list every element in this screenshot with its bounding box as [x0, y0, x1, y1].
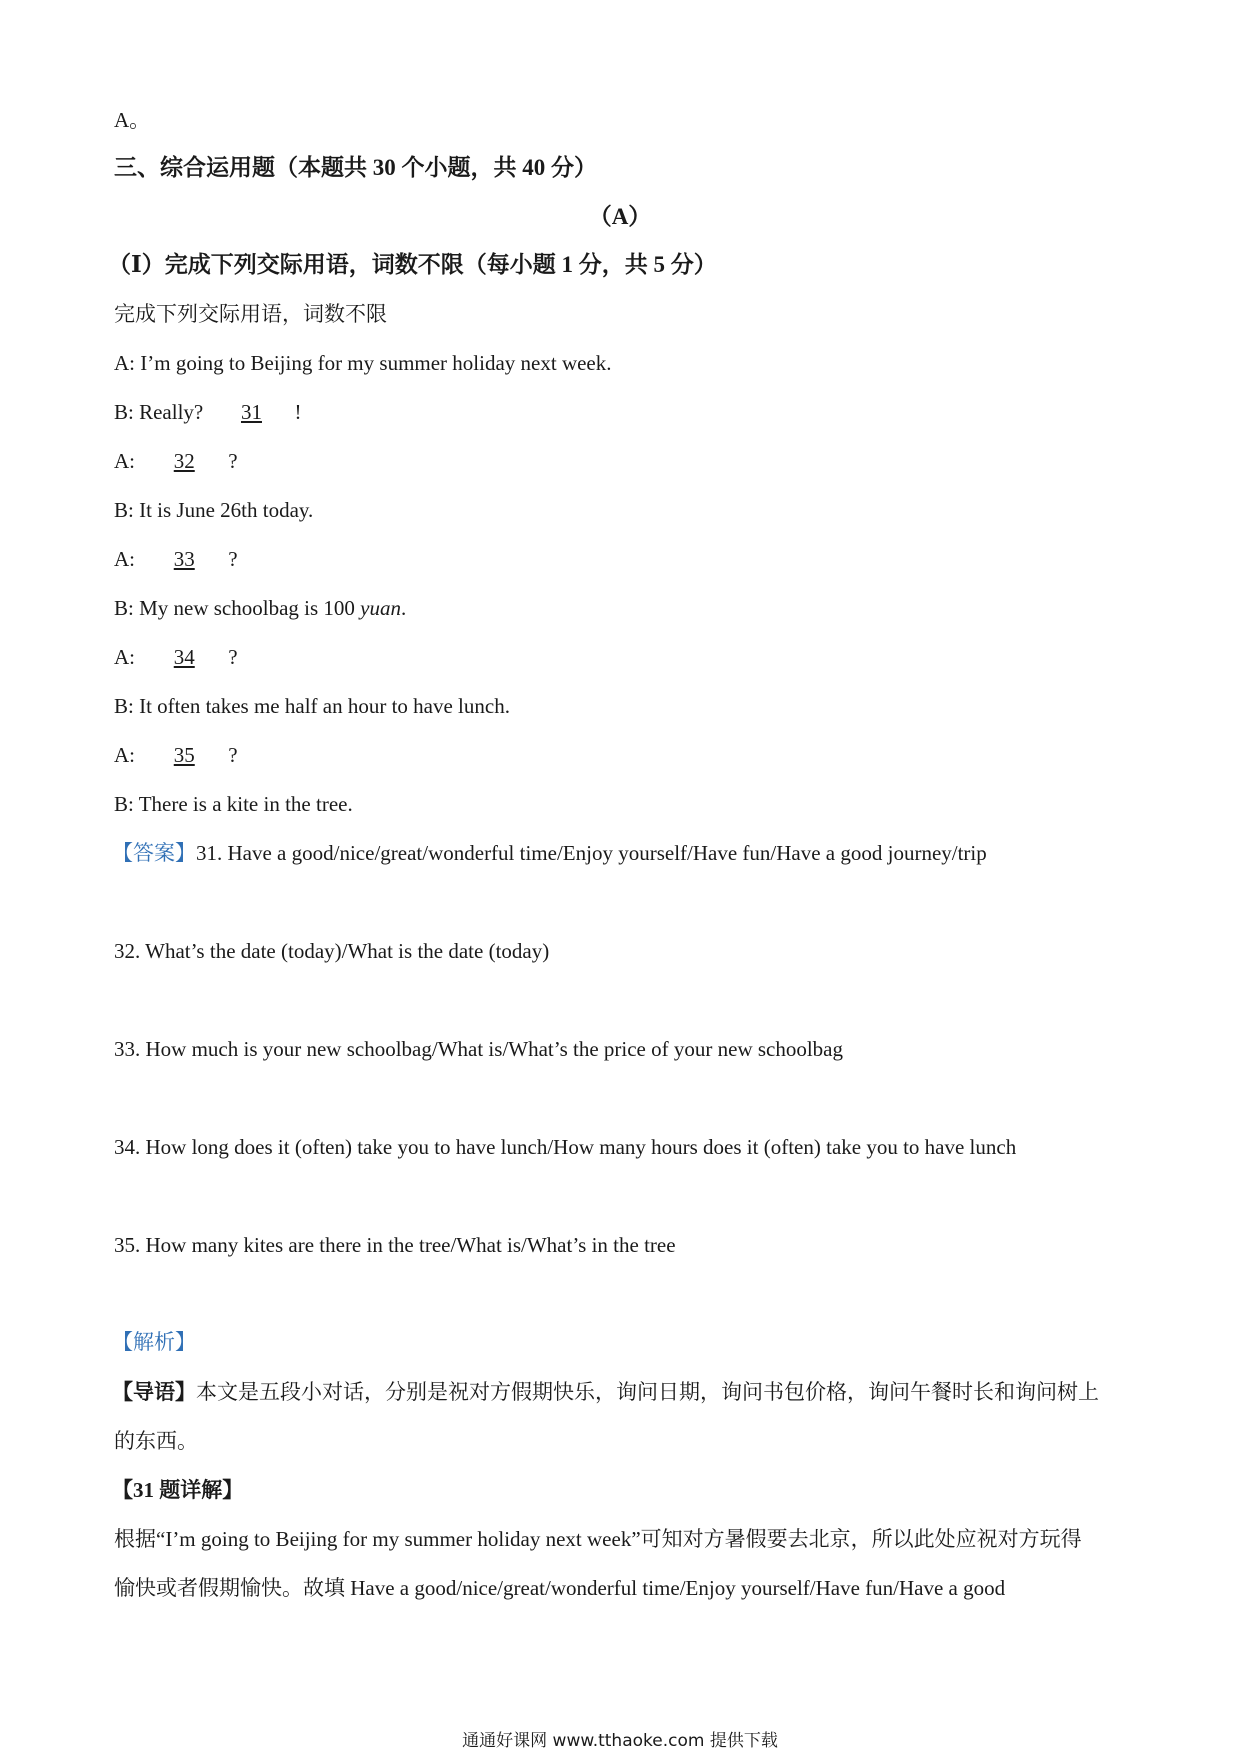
answer-line-32: 32. What’s the date (today)/What is the date (today) — [114, 939, 550, 963]
speaker: A: — [114, 743, 135, 767]
guide-text: 本文是五段小对话，分别是祝对方假期快乐，询问日期，询问书包价格，询问午餐时长和询问树上 — [196, 1380, 1099, 1404]
speaker: B: — [114, 400, 134, 424]
dialogue-line-3 — [114, 449, 238, 474]
instruction: 完成下列交际用语，词数不限 — [114, 302, 387, 326]
dialogue-line-10 — [114, 792, 353, 817]
dialogue-text: My new schoolbag is 100 — [139, 596, 355, 620]
dialogue-line-1 — [114, 351, 612, 376]
answer-line-34: 34. How long does it (often) take you to have lunch/How many hours does it (often) take you to have lunch — [114, 1135, 1017, 1159]
speaker: B: — [114, 498, 134, 522]
punctuation: ? — [228, 743, 238, 767]
answer-line-31 — [112, 841, 987, 866]
top-line: A。 — [114, 108, 151, 132]
punctuation: ? — [228, 645, 238, 669]
speaker: B: — [114, 596, 134, 620]
footer-watermark: 通通好课网 www.tthaoke.com 提供下载 — [462, 1731, 778, 1751]
speaker: A: — [114, 645, 135, 669]
punctuation: ? — [228, 449, 238, 473]
detail-paragraph-line-2: 愉快或者假期愉快。故填 Have a good/nice/great/wonderful time/Enjoy yourself/Have fun/Have a good — [114, 1576, 1006, 1600]
sub-heading: （Ⅰ）完成下列交际用语，词数不限（每小题 1 分，共 5 分） — [108, 252, 717, 277]
analysis-label: 【解析】 — [112, 1330, 196, 1354]
dialogue-line-6 — [114, 596, 406, 621]
dialogue-text: I’m going to Beijing for my summer holiday next week. — [140, 351, 612, 375]
detail-paragraph-line-1: 根据“I’m going to Beijing for my summer holiday next week”可知对方暑假要去北京，所以此处应祝对方玩得 — [114, 1527, 1082, 1551]
guide-label: 【导语】 — [112, 1380, 196, 1404]
punctuation: ? — [228, 547, 238, 571]
speaker: A: — [114, 449, 135, 473]
answer-line-33: 33. How much is your new schoolbag/What is/What’s the price of your new schoolbag — [114, 1037, 844, 1061]
dialogue-line-9 — [114, 743, 238, 768]
punctuation: ! — [294, 400, 302, 424]
guide-paragraph-line-1 — [112, 1380, 1099, 1405]
answer-line-35: 35. How many kites are there in the tree/What is/What’s in the tree — [114, 1233, 676, 1257]
guide-paragraph-line-2: 的东西。 — [114, 1429, 198, 1453]
answer-blank-32: 32 — [173, 449, 195, 473]
dialogue-text: It is June 26th today. — [139, 498, 314, 522]
answer-blank-34: 34 — [173, 645, 195, 669]
section-heading: 三、综合运用题（本题共 30 个小题，共 40 分） — [114, 155, 597, 180]
part-label: （A） — [588, 204, 652, 229]
dialogue-text: It often takes me half an hour to have lunch. — [139, 694, 510, 718]
currency-word: yuan — [360, 596, 401, 620]
speaker: B: — [114, 694, 134, 718]
dialogue-line-7 — [114, 645, 238, 670]
dialogue-text: There is a kite in the tree. — [138, 792, 353, 816]
speaker: A: — [114, 547, 135, 571]
dialogue-line-5 — [114, 547, 238, 572]
answer-blank-33: 33 — [173, 547, 195, 571]
dialogue-line-8 — [114, 694, 510, 719]
answer-text: 31. Have a good/nice/great/wonderful time/Enjoy yourself/Have fun/Have a good journey/trip — [196, 841, 987, 865]
speaker: B: — [114, 792, 134, 816]
punctuation: . — [401, 596, 407, 620]
dialogue-line-4 — [114, 498, 313, 523]
detail-label: 【31 题详解】 — [112, 1478, 244, 1502]
answer-blank-31: 31 — [240, 400, 262, 424]
answer-blank-35: 35 — [173, 743, 195, 767]
answer-label: 【答案】 — [112, 841, 196, 865]
speaker: A: — [114, 351, 135, 375]
dialogue-line-2 — [114, 400, 301, 425]
dialogue-text: Really? — [139, 400, 204, 424]
